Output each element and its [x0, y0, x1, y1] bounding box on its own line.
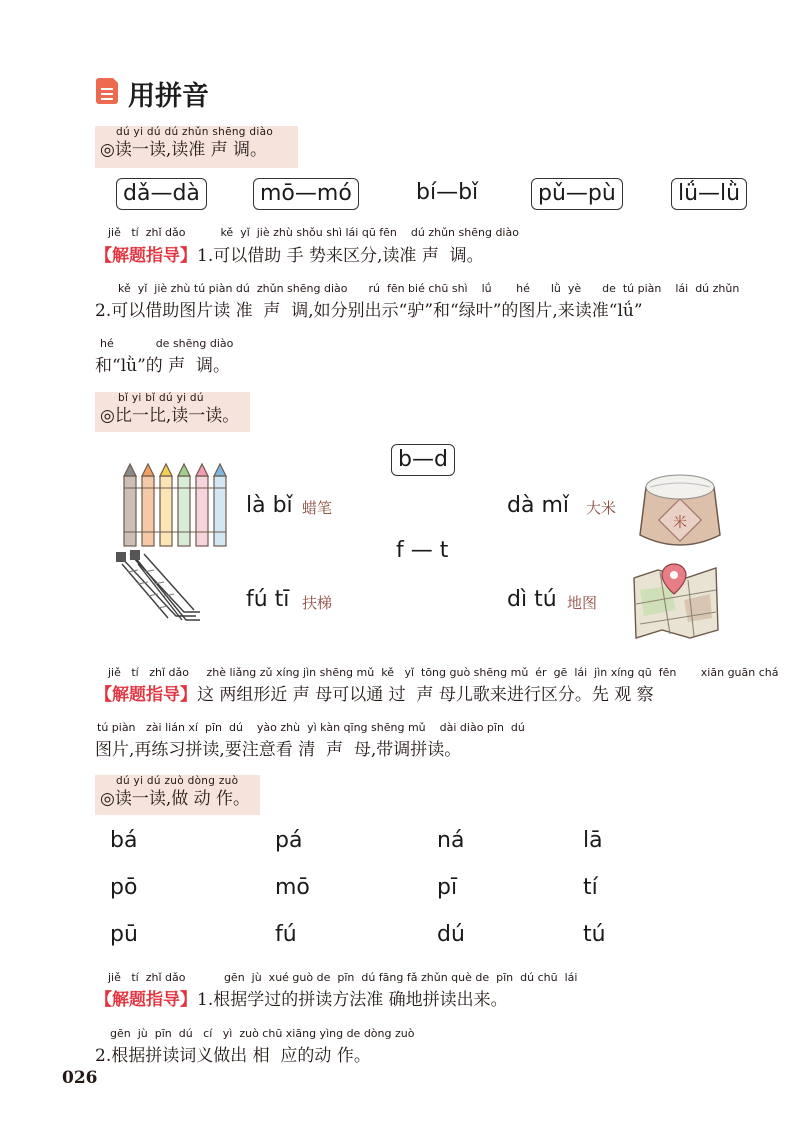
section2-instruction-text: ◎比一比,读一读。	[100, 406, 240, 426]
section2-guide2-pinyin: tú piàn zài lián xí pīn dú yào zhù yì kàn qīng shēng mǔ dài diào pīn dú	[97, 721, 525, 734]
section3-guide1-pinyin: jiě tí zhǐ dǎo gēn jù xué guò de pīn dú fāng fǎ zhǔn què de pīn dú chū lái	[108, 971, 578, 984]
guide-tag: 【解题指导】	[95, 246, 197, 266]
section2-guide1-text: 这 两组形近 声 母可以通 过 声 母儿歌来进行区分。先 观 察	[197, 685, 654, 705]
syllable-r2c1: pō	[110, 875, 138, 900]
syllable-r2c3: pī	[437, 875, 458, 900]
section2-guide1	[95, 680, 654, 705]
section1-guide1	[95, 241, 484, 266]
tone-pair-1: dǎ—dà	[116, 178, 207, 210]
tone-pair-4: pǔ—pù	[531, 178, 623, 210]
section2-guide1-pinyin: jiě tí zhǐ dǎo zhè liǎng zǔ xíng jìn shēng mǔ kě yǐ tōng guò shēng mǔ ér gē lái jìn xíng qū fēn xiān guān chá	[108, 666, 779, 679]
tone-pair-5: lǘ—lǜ	[671, 178, 747, 210]
syllable-r1c1: bá	[110, 828, 138, 853]
syllable-r3c3: dú	[437, 922, 465, 947]
compare-ft-label: f — t	[396, 538, 449, 563]
syllable-r2c2: mō	[275, 875, 310, 900]
item-rice-pinyin: dà mǐ	[507, 493, 569, 518]
item-map-label: 地图	[567, 594, 598, 612]
rice-char: 米	[673, 515, 687, 531]
tone-pair-2: mō—mó	[253, 178, 359, 210]
syllable-r1c4: lā	[583, 828, 603, 853]
section1-instruction-pinyin: dú yi dú dú zhǔn shēng diào	[116, 126, 274, 138]
item-rice-label: 大米	[586, 499, 617, 517]
map-image	[630, 560, 722, 642]
compare-bd-box: b—d	[391, 444, 455, 476]
section3-guide1-text: 1.根据学过的拼读方法准 确地拼读出来。	[197, 990, 508, 1010]
rice-sack-image	[636, 465, 724, 550]
tone-pair-3: bí—bǐ	[416, 180, 479, 205]
page-title: 用拼音	[128, 81, 209, 112]
escalator-image	[116, 550, 202, 628]
section1-guide1-pinyin: jiě tí zhǐ dǎo kě yǐ jiè zhù shǒu shì lái qū fēn dú zhǔn shēng diào	[108, 226, 519, 239]
syllable-r3c1: pū	[110, 922, 138, 947]
syllable-r3c2: fú	[275, 922, 297, 947]
section1-guide2-pinyin: kě yǐ jiè zhù tú piàn dú zhǔn shēng diào rú fēn bié chū shì lǘ hé lǜ yè de tú piàn lái dú zhǔn	[118, 282, 740, 295]
section3-guide1	[95, 985, 508, 1010]
item-crayon-label: 蜡笔	[302, 499, 333, 517]
section2-guide2-text: 图片,再练习拼读,要注意看 清 声 母,带调拼读。	[95, 740, 462, 760]
section3-instruction-text: ◎读一读,做 动 作。	[100, 789, 251, 809]
section3-guide2-pinyin: gēn jù pīn dú cí yì zuò chū xiāng yìng de dòng zuò	[110, 1027, 415, 1040]
item-map-pinyin: dì tú	[507, 587, 557, 612]
lesson-icon	[96, 78, 118, 104]
item-crayon-pinyin: là bǐ	[246, 493, 293, 518]
item-escalator-label: 扶梯	[302, 594, 333, 612]
item-escalator-pinyin: fú tī	[246, 587, 290, 612]
section1-guide3-text: 和“lǜ”的 声 调。	[95, 356, 230, 376]
guide-tag: 【解题指导】	[95, 990, 197, 1010]
syllable-r1c3: ná	[437, 828, 465, 853]
guide-tag: 【解题指导】	[95, 685, 197, 705]
section3-guide2-text: 2.根据拼读词义做出 相 应的动 作。	[95, 1046, 371, 1066]
section1-guide3-pinyin: hé de shēng diào	[100, 337, 234, 350]
syllable-r3c4: tú	[583, 922, 606, 947]
section3-instruction-pinyin: dú yi dú zuò dòng zuò	[116, 775, 239, 787]
section2-instruction	[100, 392, 239, 427]
section2-instruction-pinyin: bǐ yi bǐ dú yi dú	[118, 392, 204, 404]
section1-instruction	[100, 126, 273, 161]
page-number: 026	[62, 1068, 98, 1088]
section1-guide2-text: 2.可以借助图片读 准 声 调,如分别出示“驴”和“绿叶”的图片,来读准“lǘ”	[95, 301, 643, 321]
syllable-r1c2: pá	[275, 828, 303, 853]
section3-instruction	[100, 775, 250, 810]
crayons-image	[118, 460, 230, 550]
section1-instruction-text: ◎读一读,读准 声 调。	[100, 140, 268, 160]
syllable-r2c4: tí	[583, 875, 598, 900]
section1-guide1-text: 1.可以借助 手 势来区分,读准 声 调。	[197, 246, 484, 266]
